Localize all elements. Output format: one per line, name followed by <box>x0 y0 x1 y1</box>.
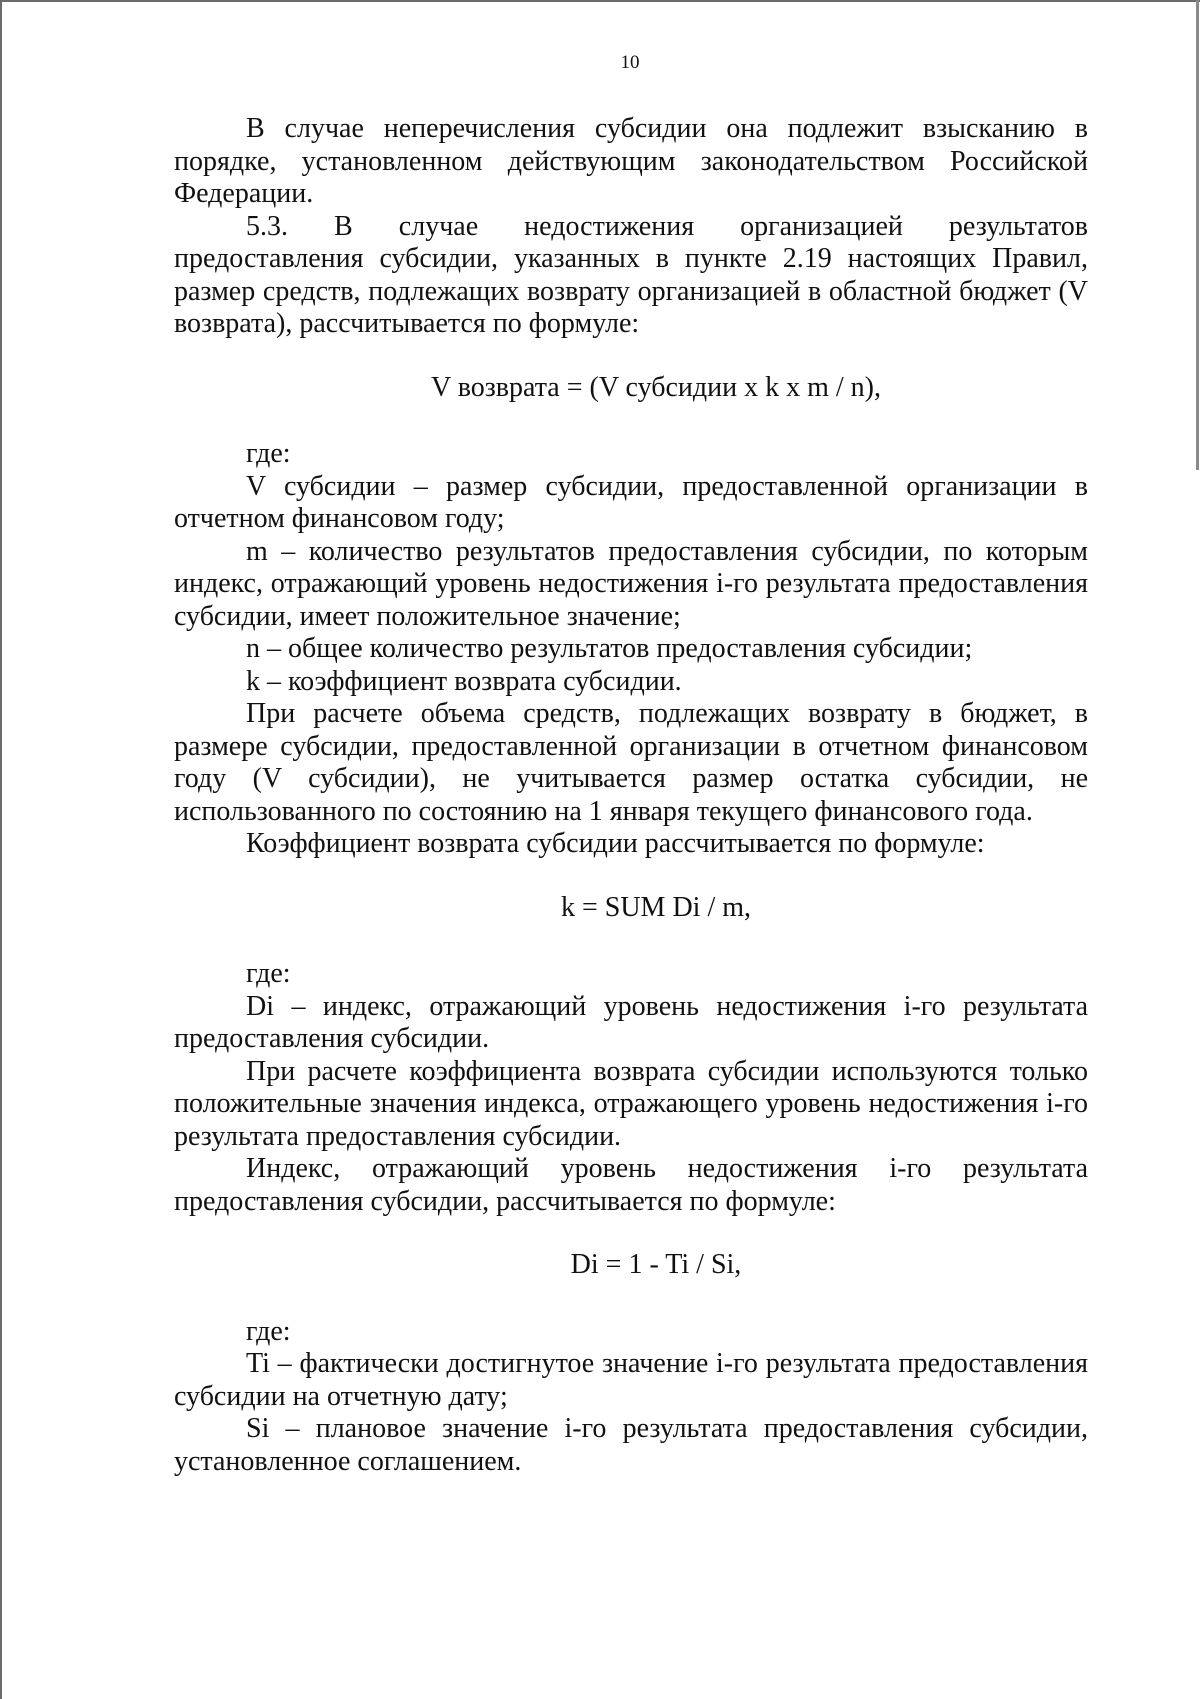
formula-di: Di = 1 - Ti / Si, <box>570 1249 742 1280</box>
paragraph-positive-values: При расчете коэффициента возврата субсидии используются только положительные значения индекса, отражающего уровень недостижения i-го результата предоставления субсидии. <box>174 1055 1088 1152</box>
paragraph-calculation-note: При расчете объема средств, подлежащих возврату в бюджет, в размере субсидии, предоставленной организации в отчетном финансовом году (V субсидии), не учитывается размер остатка субсидии, не использованного по состоянию на 1 января текущего финансового года. <box>174 698 1088 827</box>
definition-si: Si – плановое значение i-го результата предоставления субсидии, установленное соглашением. <box>174 1413 1088 1477</box>
definition-k: k – коэффициент возврата субсидии. <box>246 665 682 697</box>
definition-v-subsidy: V субсидии – размер субсидии, предоставленной организации в отчетном финансовом году; <box>174 470 1088 534</box>
scan-edge-left <box>0 0 2 1699</box>
paragraph-5-3: 5.3. В случае недостижения организацией результатов предоставления субсидии, указанных в пункте 2.19 настоящих Правил, размер средств, подлежащих возврату организацией в областной бюджет (V возврата), рассчитывается по формуле: <box>174 210 1088 339</box>
formula-v-return: V возврата = (V субсидии x k x m / n), <box>430 371 881 403</box>
paragraph-coefficient-intro: Коэффициент возврата субсидии рассчитывается по формуле: <box>246 828 985 859</box>
where-label: где: <box>246 438 291 469</box>
definition-n: n – общее количество результатов предоставления субсидии; <box>246 633 973 664</box>
where-label: где: <box>246 958 291 989</box>
where-label: где: <box>246 1315 291 1347</box>
definition-di: Di – индекс, отражающий уровень недостижения i-го результата предоставления субсидии. <box>174 990 1088 1054</box>
page-number: 10 <box>620 52 640 73</box>
document-body <box>174 113 1088 1478</box>
scan-edge-top <box>0 0 1200 2</box>
formula-k: k = SUM Di / m, <box>560 891 752 923</box>
definition-ti: Ti – фактически достигнутое значение i-го результата предоставления субсидии на отчетную дату; <box>174 1348 1088 1412</box>
paragraph-non-transfer: В случае неперечисления субсидии она подлежит взысканию в порядке, установленном действующим законодательством Российской Федерации. <box>174 113 1088 209</box>
definition-m: m – количество результатов предоставления субсидии, по которым индекс, отражающий уровень недостижения i-го результата предоставления субсидии, имеет положительное значение; <box>174 535 1088 632</box>
paragraph-index-intro: Индекс, отражающий уровень недостижения i-го результата предоставления субсидии, рассчитывается по формуле: <box>174 1153 1088 1217</box>
